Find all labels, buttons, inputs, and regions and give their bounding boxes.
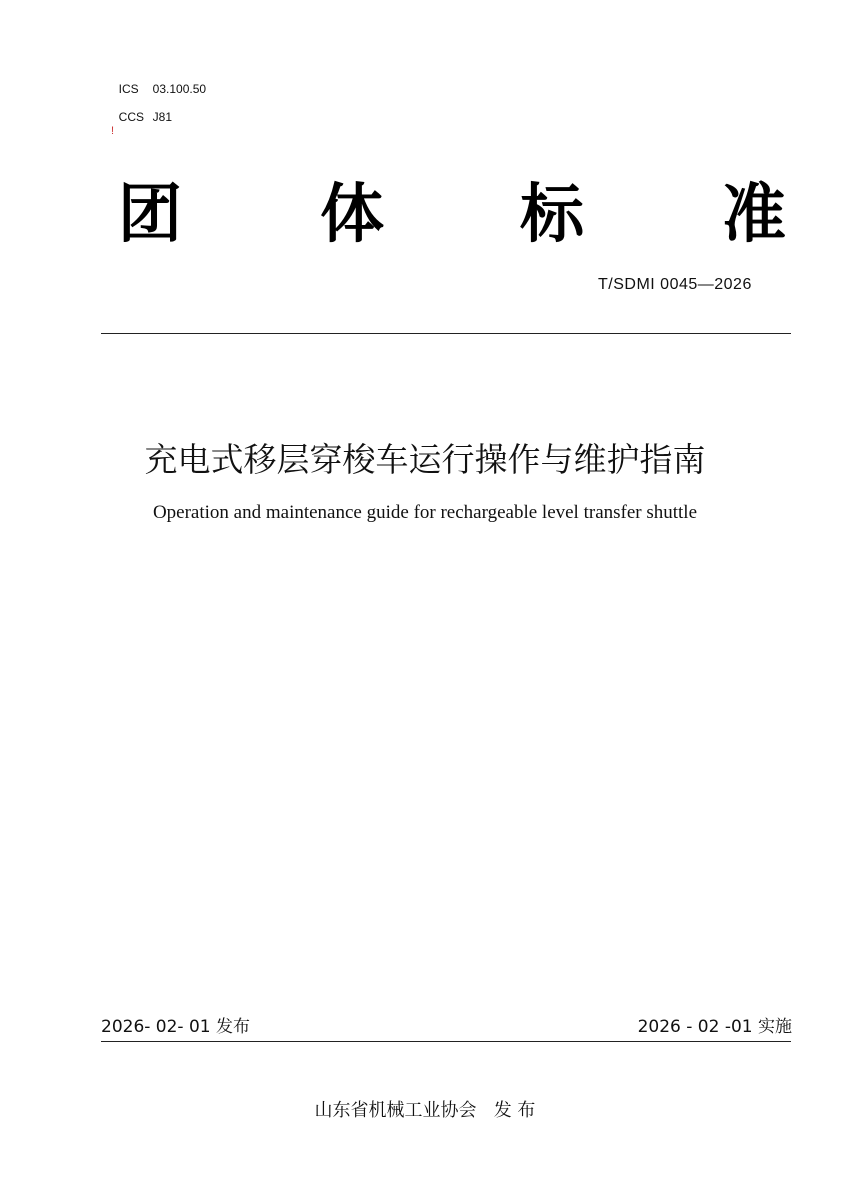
heading-char-1: 团: [118, 178, 182, 252]
heading-char-2: 体: [320, 178, 384, 252]
heading-char-4: 准: [722, 178, 786, 252]
title-english: Operation and maintenance guide for rechargeable level transfer shuttle: [152, 502, 698, 523]
ccs-code: [112, 96, 172, 124]
header-mark: !: [111, 125, 115, 137]
title-chinese: 充电式移层穿梭车运行操作与维护指南: [144, 440, 706, 479]
ics-code: [112, 68, 206, 96]
ccs-value: J81: [152, 110, 173, 124]
ics-label: ICS: [118, 82, 139, 96]
top-divider: [101, 333, 791, 334]
standard-number: T/SDMI 0045—2026: [598, 276, 752, 293]
implement-date: 2026 - 02 -01 实施: [637, 1017, 792, 1037]
ccs-label: CCS: [118, 110, 145, 124]
publish-date: 2026- 02- 01 发布: [101, 1017, 251, 1037]
heading-char-3: 标: [520, 178, 584, 252]
ics-value: 03.100.50: [152, 82, 207, 96]
publisher: 山东省机械工业协会 发 布: [314, 1100, 536, 1121]
bottom-divider: [101, 1041, 791, 1042]
